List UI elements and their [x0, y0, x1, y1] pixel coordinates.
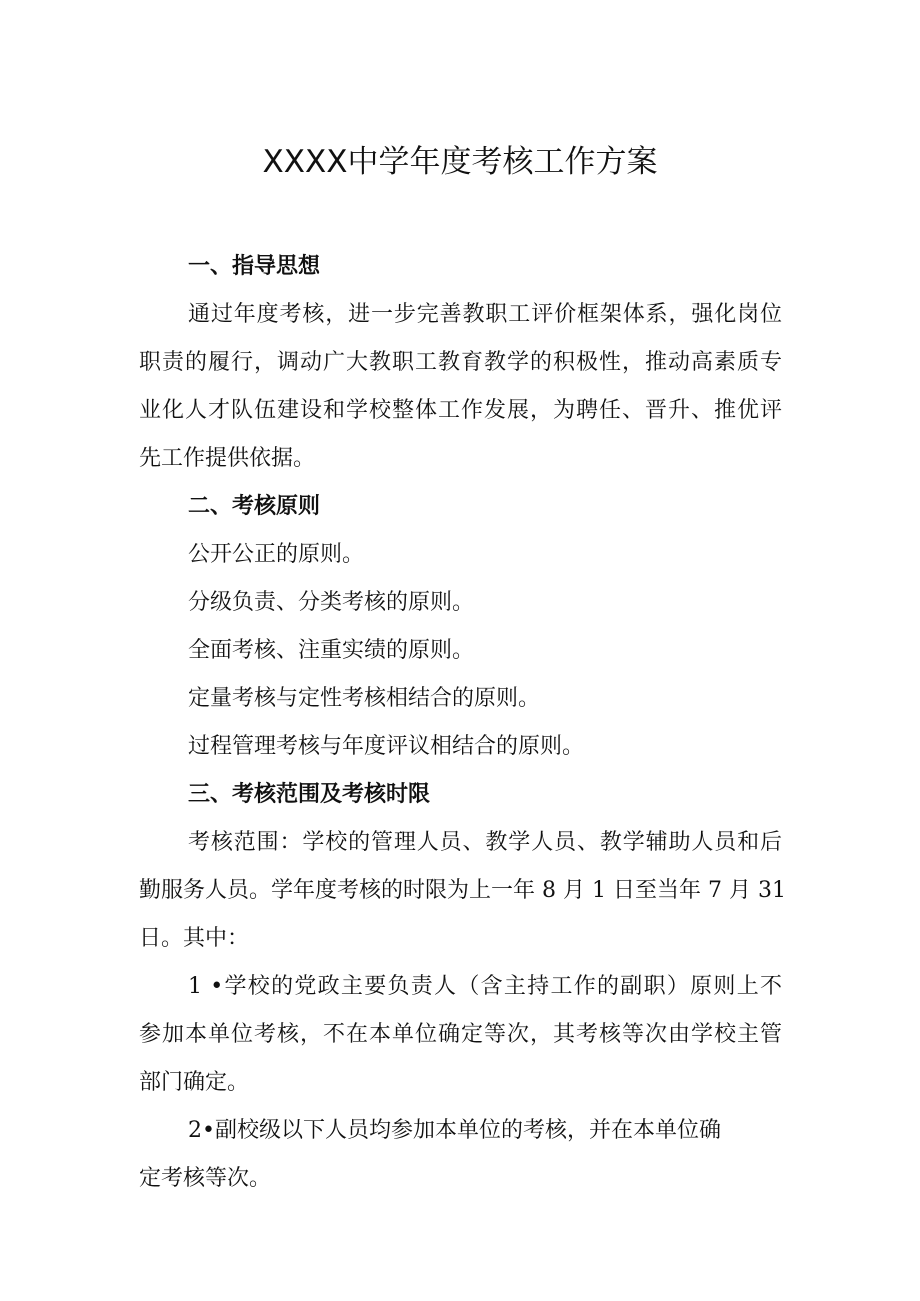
principle-item: 分级负责、分类考核的原则。: [188, 590, 475, 615]
list-item-line: 定考核等次。: [139, 1166, 272, 1191]
list-item-line: 参加本单位考核，不在本单位确定等次，其考核等次由学校主管: [139, 1022, 782, 1047]
paragraph-line: 先工作提供依据。: [139, 446, 316, 471]
principle-item: 定量考核与定性考核相结合的原则。: [188, 686, 541, 711]
principle-item: 全面考核、注重实绩的原则。: [188, 638, 475, 663]
list-item-line: 部门确定。: [139, 1070, 250, 1095]
paragraph-line: 职责的履行，调动广大教职工教育教学的积极性，推动高素质专: [139, 350, 782, 375]
paragraph-line: 通过年度考核，进一步完善教职工评价框架体系，强化岗位: [188, 302, 782, 327]
section-heading-principles: 二、考核原则: [188, 494, 321, 519]
section-heading-guiding-ideology: 一、指导思想: [188, 254, 321, 279]
paragraph-line: 业化人才队伍建设和学校整体工作发展，为聘任、晋升、推优评: [139, 398, 782, 423]
paragraph-line: 勤服务人员。学年度考核的时限为上一年 8 月 1 日至当年 7 月 31: [139, 878, 786, 903]
paragraph-line: 考核范围：学校的管理人员、教学人员、教学辅助人员和后: [188, 830, 782, 855]
document-title: XXXX中学年度考核工作方案: [262, 144, 658, 180]
section-heading-scope-and-period: 三、考核范围及考核时限: [188, 782, 431, 807]
list-item-line: 2•副校级以下人员均参加本单位的考核，并在本单位确: [188, 1118, 721, 1143]
list-item-line: 1 •学校的党政主要负责人（含主持工作的副职）原则上不: [188, 974, 782, 999]
paragraph-line: 日。其中：: [139, 926, 250, 951]
principle-item: 过程管理考核与年度评议相结合的原则。: [188, 734, 585, 759]
principle-item: 公开公正的原则。: [188, 542, 365, 567]
